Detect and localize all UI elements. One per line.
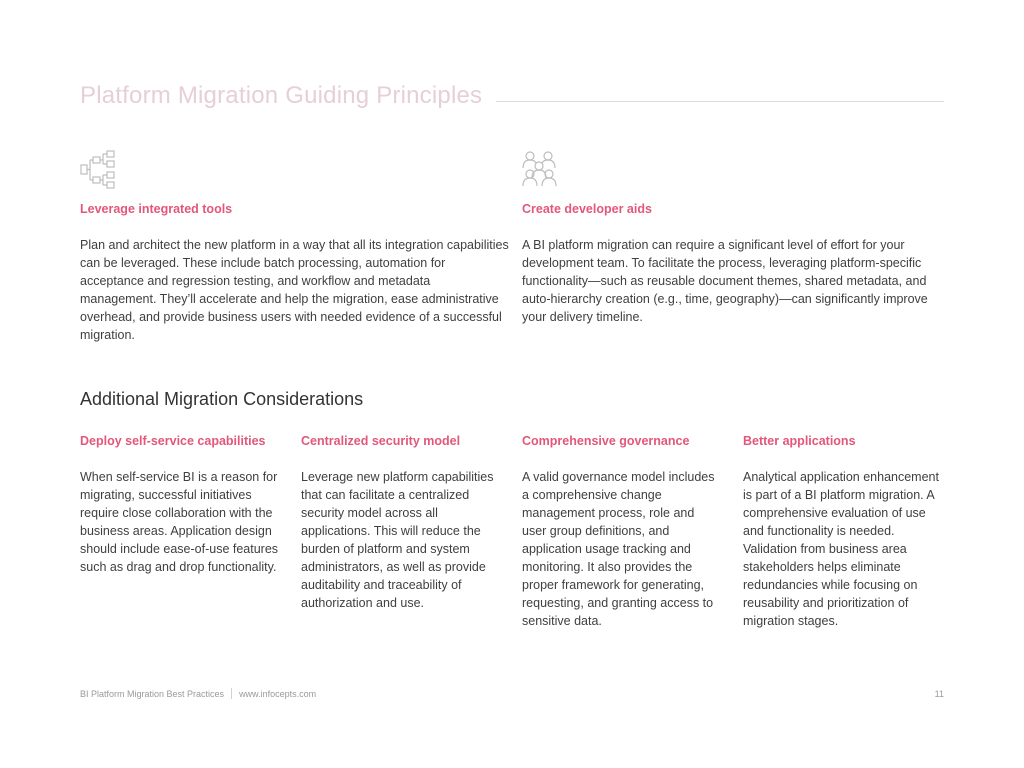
consideration-governance [522, 434, 722, 630]
page-number: 11 [934, 688, 944, 699]
principle-body: A BI platform migration can require a significant level of effort for your development team. To facilitate the process, leveraging platform-specific functionality—such as reusable document themes, shared metadata, and auto-hierarchy creation (e.g., time, geography)—can significantly improve your delivery timeline. [522, 238, 928, 324]
user-group-icon [522, 150, 562, 190]
page-footer [80, 688, 944, 699]
consideration-heading: Deploy self-service capabilities [80, 434, 266, 448]
page-title: Platform Migration Guiding Principles [80, 82, 483, 109]
consideration-body: Leverage new platform capabilities that can facilitate a centralized security model across all applications. This will reduce the burden of platform and system administrators, as well as provide auditability and traceability of authorization and use. [301, 470, 494, 610]
principle-heading: Leverage integrated tools [80, 202, 233, 216]
consideration-better-applications [743, 434, 943, 630]
principle-leverage-integrated-tools [80, 150, 510, 344]
consideration-self-service [80, 434, 280, 576]
consideration-heading: Comprehensive governance [522, 434, 690, 448]
consideration-body: Analytical application enhancement is part of a BI platform migration. A comprehensive evaluation of use and functionality is needed. Validation from business area stakeholders helps eliminate redundancies while focusing on reusability and prioritization of migration stages. [743, 470, 939, 628]
consideration-body: When self-service BI is a reason for migrating, successful initiatives require close collaboration with the business areas. Application design should include ease-of-use features such as drag and drop functionality. [80, 470, 279, 574]
page-header [80, 80, 944, 112]
principle-create-developer-aids [522, 150, 952, 326]
principle-heading: Create developer aids [522, 202, 652, 216]
principle-body: Plan and architect the new platform in a way that all its integration capabilities can be leveraged. These include batch processing, automation for acceptance and regression testing, and workflow and metadata management. They’ll accelerate and help the migration, ease administrative overhead, and provide business users with needed evidence of a successful migration. [80, 238, 509, 342]
hierarchy-tree-icon [80, 150, 120, 190]
footer-doc-title: BI Platform Migration Best Practices [80, 688, 225, 699]
consideration-body: A valid governance model includes a comprehensive change management process, role and user group definitions, and application usage tracking and monitoring. It also provides the proper framework for generating, requesting, and granting access to sensitive data. [522, 470, 715, 628]
footer-website-link[interactable]: www.infocepts.com [239, 688, 317, 699]
title-divider [496, 101, 944, 102]
section-title: Additional Migration Considerations [80, 389, 364, 409]
consideration-heading: Better applications [743, 434, 856, 448]
consideration-heading: Centralized security model [301, 434, 461, 448]
footer-divider [231, 688, 232, 699]
consideration-security-model [301, 434, 501, 612]
